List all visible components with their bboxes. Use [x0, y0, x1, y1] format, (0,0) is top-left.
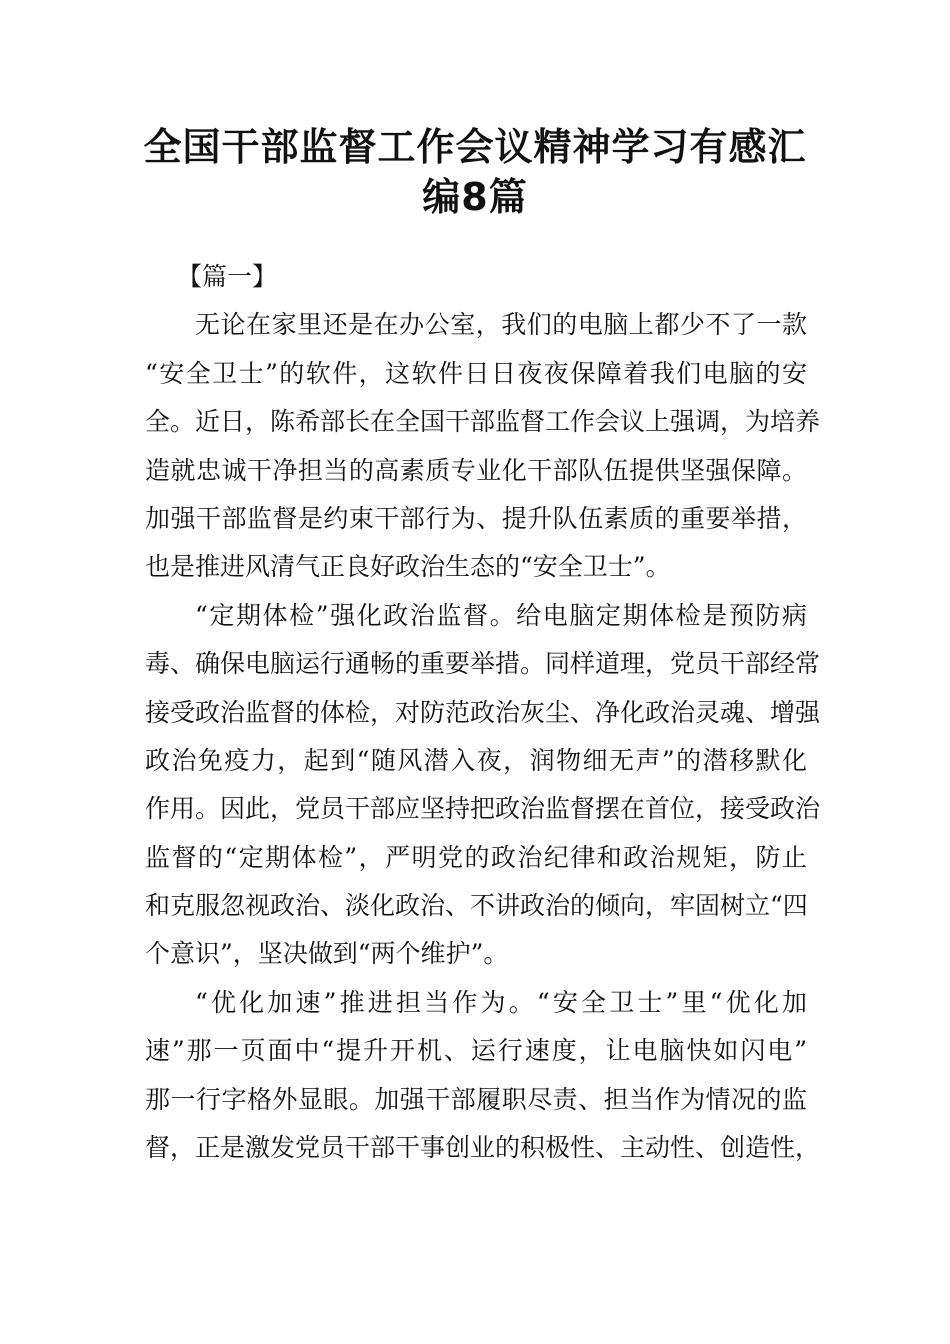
- section-heading: 【篇一】: [177, 262, 278, 291]
- paragraph-line: 和克服忽视政治、淡化政治、不讲政治的倾向，牢固树立“四: [145, 891, 808, 921]
- paragraph-2: [145, 592, 821, 979]
- paragraph-line: 接受政治监督的体检，对防范政治灰尘、净化政治灵魂、增强: [145, 697, 821, 727]
- paragraph-line: 加强干部监督是约束干部行为、提升队伍素质的重要举措，: [145, 503, 807, 533]
- paragraph-line: 全。近日，陈希部长在全国干部监督工作会议上强调，为培养: [145, 407, 821, 437]
- paragraph-line: “优化加速”推进担当作为。“安全卫士”里“优化加: [195, 987, 807, 1017]
- paragraph-line: “安全卫士”的软件，这软件日日夜夜保障着我们电脑的安: [145, 358, 807, 388]
- title-line-1: 全国干部监督工作会议精神学习有感汇: [143, 125, 807, 169]
- paragraph-line: 毒、确保电脑运行通畅的重要举措。同样道理，党员干部经常: [145, 649, 821, 679]
- paragraph-line: 那一行字格外显眼。加强干部履职尽责、担当作为情况的监: [145, 1084, 807, 1114]
- paragraph-line: 个意识”，坚决做到“两个维护”。: [145, 939, 509, 969]
- paragraph-line: 无论在家里还是在办公室，我们的电脑上都少不了一款: [195, 310, 807, 340]
- paragraph-1: [145, 301, 821, 591]
- paragraph-line: 造就忠诚干净担当的高素质专业化干部队伍提供坚强保障。: [145, 455, 807, 485]
- title-line-2: 编8篇: [422, 175, 528, 219]
- paragraph-3: [145, 979, 821, 1173]
- paragraph-line: 作用。因此，党员干部应坚持把政治监督摆在首位，接受政治: [145, 794, 821, 824]
- document-body: [145, 253, 821, 1172]
- paragraph-line: 督，正是激发党员干部干事创业的积极性、主动性、创造性，: [145, 1133, 821, 1163]
- paragraph-line: 也是推进风清气正良好政治生态的“安全卫士”。: [145, 552, 671, 582]
- paragraph-line: 政治免疫力，起到“随风潜入夜，润物细无声”的潜移默化: [145, 745, 807, 775]
- paragraph-line: 监督的“定期体检”，严明党的政治纪律和政治规矩，防止: [145, 842, 807, 872]
- paragraph-line: “定期体检”强化政治监督。给电脑定期体检是预防病: [195, 600, 807, 630]
- paragraph-line: 速”那一页面中“提升开机、运行速度，让电脑快如闪电”: [145, 1036, 807, 1066]
- document-title: [120, 122, 830, 222]
